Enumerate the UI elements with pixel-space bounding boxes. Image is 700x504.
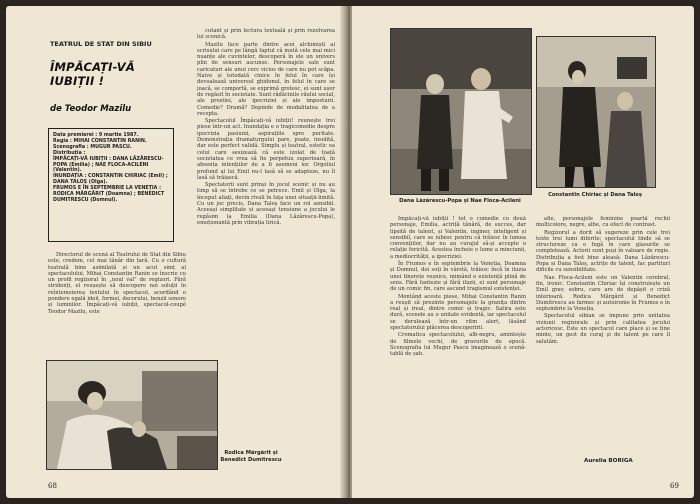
paragraph: Cromatica spectacolului, alb-negru, amintește de filmele vechi, de gravurile de epocă. Scenografia lui Mugur Pascu imaginează o scenă-tablă de șah.	[390, 332, 526, 358]
paragraph: Spectatorii sunt prinși în jocul scenic și nu au timp să se întrebe ce se petrece. Emil și Olga, la început aliați, devin rivali în fața unei situații-limită. Cu un joc precis, Dana Taloș face un rol sensibil. Aceeași simplitate și aceeași tensiune a jocului le regăsim la Emilia (Dana Lăzărescu-Popa), emoționantă prin vibrația lirică.	[197, 182, 335, 226]
photo-caption-right-a: Dana Lăzărescu-Popa și Nae Floca-Acileni	[399, 198, 521, 204]
photo-caption-left: Rodica Mărgărit și Benedict Dumitrescu	[220, 450, 282, 463]
article-column-a	[48, 252, 186, 352]
article-column-c	[390, 216, 526, 480]
production-photo-right-a	[390, 28, 532, 195]
paragraph: Mazilu face parte dintre acei alchimiști ai scrisului care pe lângă faptul că mută cele mai mici nuanțe ale cuvintelor, descoperă în ele un univers plin de sensuri ascunse. Personajele sale sunt caricaturi ale unui cerc vicios de care nu pot scăpa. Naive și totodată cinice în felul în care își devoalează universul ghidonul, în felul în care se joacă, se comportă, se exprimă grotesc, ei sunt ușor de regăsit în societate. Sunt rădăcinile răului social, ale prostiei, ale ipocriziei și ale imposturii. Comedie? Dramă? Depinde de modalitatea de a recepta.	[197, 41, 335, 117]
paragraph: Regizorul a dorit să sugereze prin cele trei texte trei lumi diferite; spectacolul tinde să se structureze ca o fugă în care glasurile se completează. Actorii sunt puși în valoare de regie. Distribuția a fost bine aleasă: Dana Lăzărescu-Popa și Dana Taloș, actrițe de talent, fac partituri dificile cu sensibilitate.	[536, 229, 670, 274]
paragraph: În Frumos e în septembrie la Veneția, Doamna și Domnul, doi soți în vârstă, trăiesc încă în iluzia unei tinerețe veșnice, mimând o existență plină de sens. Fără fantezie și fără iluzii, ei sunt personaje de un comic fin, care ascund tragismul existenței.	[390, 261, 526, 293]
right-page	[352, 6, 694, 498]
article-column-d	[536, 216, 670, 452]
author-signature: Aurelia BORIGA	[584, 458, 633, 464]
page-number-right: 69	[670, 482, 679, 490]
article-column-b	[197, 28, 335, 318]
article-title: ÎMPĂCAȚI-VĂ IUBIȚII !	[50, 60, 135, 88]
credit-line: Data premierei : 9 martie 1987.	[53, 133, 139, 138]
paragraph: Nae Floca-Acileni este un Valentin cerebral, fin, ironic. Constantin Chiriac își construiește un Emil grav, sobru, care are de depășit o criză interioară. Rodica Mărgărit și Benedict Dumitrescu au farmec și autoironie în Frumos e în septembrie la Veneția.	[536, 274, 670, 313]
production-photo-right-b	[536, 36, 656, 188]
left-page	[6, 6, 346, 498]
photo-caption-right-b: Constantin Chiriac și Dana Taloș	[548, 192, 642, 198]
credit-line: INUNDAȚIA : CONSTANTIN CHIRIAC (Emil) ; DANA TALOȘ (Olga).	[53, 174, 168, 186]
paragraph: Împăcați-vă iubiții ! tot o comedie cu două personaje, Emilia, actriță tânără, de succes, dar lipsită de talent, și Valentin, inginer, inteligent și sensibil, care se iubesc pentru că trăiesc în lumea convențiilor, dar nu au curajul să-și accepte o relație fericită. Acestea încheie o lume a minciunii, a mediocrității, a ipocriziei.	[390, 216, 526, 260]
credits-box	[48, 128, 174, 242]
paragraph: cutant și prin lectura textuală și prin rezolvarea lui scenică.	[197, 28, 335, 41]
paragraph: Directorul de scenă al Teatrului de Stat din Sibiu este, credem, cel mai tânăr din țară. Cu o cultură teatrală bine asimilată și un acut simț al spectacolului, Mihai Constantin Ranin se înscrie cu un profil regizoral în „noul val” de regizori. Fără stridenți, el reușește să descopere noi soluții în reîntemeierea textului în spectacol, acordând o pondere egală ideii, formei, decorului, benzii sonore și luminilor. Împăcați-vă iubiții, spectacol-coupé Teodor Mazilu, este	[48, 252, 186, 315]
page-number-left: 68	[48, 482, 57, 490]
production-photo-left	[46, 360, 218, 470]
paragraph: Spectacolul sibian se impune prin unitatea viziunii regizorale și prin calitatea jocului actoricesc. Este un spectacol care place și se ține minte, un gest de curaj și de talent pe care îl salutăm.	[536, 313, 670, 345]
credit-line: ÎMPĂCAȚI-VĂ IUBIȚII : DANA LĂZĂRESCU-POPA (Emilia) ; NAE FLOCA-ACILENI (Valentin).	[53, 156, 164, 174]
paragraph: Montând aceste piese, Mihai Constantin Ranin a reușit să prezinte personajele la granița dintre real și ireal, dintre comic și tragic. Satira este dură, scenele au o unitate evidentă, iar spectacolul se derulează într-un ritm alert, lăsând spectatorului plăcerea descoperirii.	[390, 293, 526, 332]
paragraph: afie, personajele feminine poartă rochii multicolore, negre, albe, cu efect de contrast.	[536, 216, 670, 229]
credit-line: FRUMOS E ÎN SEPTEMBRIE LA VENEȚIA : RODICA MĂRGĂRIT (Doamna) ; BENEDICT DUMITRESCU (Domnul).	[53, 186, 165, 203]
theatre-name: TEATRUL DE STAT DIN SIBIU	[50, 40, 152, 48]
paragraph: Spectacolul Împăcați-vă iubiții! reunește trei piese într-un act. Inundația e o tragicomedie despre ipocrizia pasiunii, aspirațiile spre puritate. Demonstrația dramaturgului pare, poate, insolită, dar este perfect validă. Simplu și teatral, estetic ea celui care sesizează că este izolat de toată societatea ce vrea să fie perpetuu superioară, în absența intențiilor de a fi asemeni lor. Orgoliul profund al lui Emil nu-l lasă să se adapteze, nu îl lasă să trăiască.	[197, 118, 335, 181]
credit-line: Distribuția :	[53, 150, 86, 156]
article-author: de Teodor Mazilu	[50, 104, 132, 114]
credit-line: Regia : MIHAI CONSTANTIN RANIN. Scenografia : MUGUR PASCU.	[53, 138, 147, 150]
